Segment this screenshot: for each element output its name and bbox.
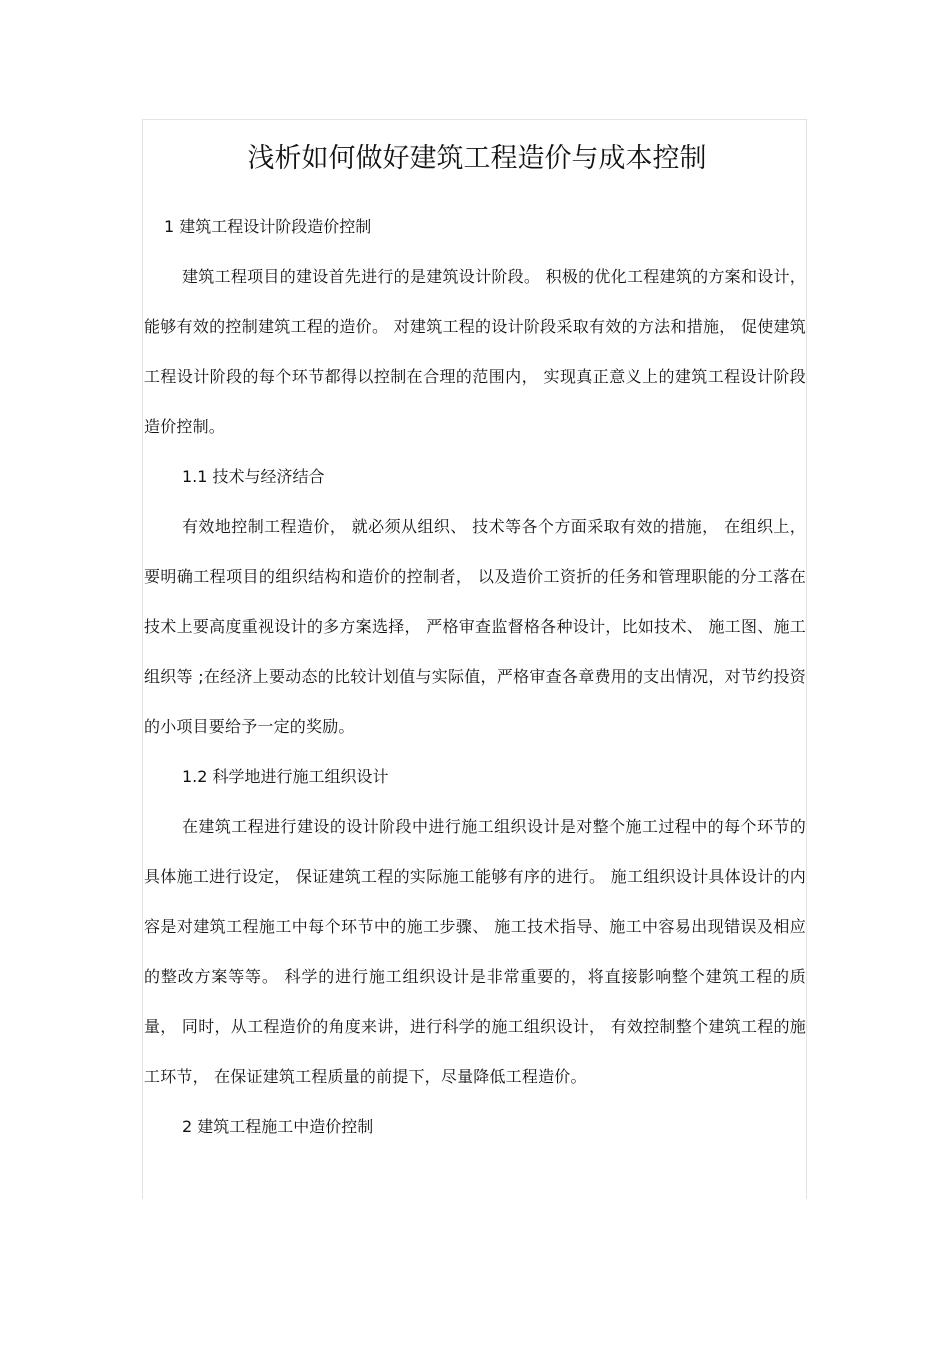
section-heading-1-2: 1.2 科学地进行施工组织设计 xyxy=(182,767,389,786)
document-title: 浅析如何做好建筑工程造价与成本控制 xyxy=(247,143,707,174)
section-paragraph-1-2: 在建筑工程进行建设的设计阶段中进行施工组织设计是对整个施工过程中的每个环节的具体施工进行设定， 保证建筑工程的实际施工能够有序的进行。 施工组织设计具体设计的内容是对建筑工程施工中每个环节中的施工步骤、 施工技术指导、施工中容易出现错误及相应的整改方案等等。 科学的进行施工组织设计是非常重要的，将直接影响整个建筑工程的质量， 同时，从工程造价的角度来讲，进行科学的施工组织设计， 有效控制整个建筑工程的施工环节， 在保证建筑工程质量的前提下，尽量降低工程造价。 xyxy=(144,817,806,1086)
section-heading-2: 2 建筑工程施工中造价控制 xyxy=(182,1117,374,1136)
section-paragraph-1-1: 有效地控制工程造价， 就必须从组织、 技术等各个方面采取有效的措施， 在组织上，要明确工程项目的组织结构和造价的控制者， 以及造价工资折的任务和管理职能的分工落在技术上要高度重视设计的多方案选择， 严格审查监督格各种设计，比如技术、 施工图、施工组织等 ;在经济上要动态的比较计划值与实际值，严格审查各章费用的支出情况，对节约投资的小项目要给予一定的奖励。 xyxy=(144,517,806,736)
section-paragraph-1: 建筑工程项目的建设首先进行的是建筑设计阶段。 积极的优化工程建筑的方案和设计， 能够有效的控制建筑工程的造价。 对建筑工程的设计阶段采取有效的方法和措施， 促使建筑工程设计阶段的每个环节都得以控制在合理的范围内， 实现真正意义上的建筑工程设计阶段造价控制。 xyxy=(144,267,806,436)
section-heading-1-1: 1.1 技术与经济结合 xyxy=(182,467,325,486)
document-body xyxy=(144,140,806,1152)
section-heading-1: 1 建筑工程设计阶段造价控制 xyxy=(164,217,372,236)
